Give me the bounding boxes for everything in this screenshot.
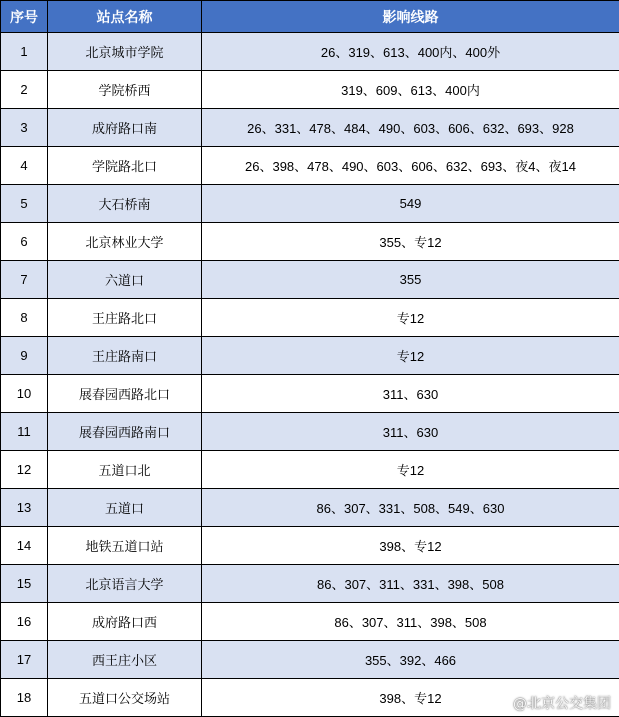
cell-routes: 311、630: [202, 413, 619, 451]
table-body: [1, 33, 619, 717]
cell-routes: 355、392、466: [202, 641, 619, 679]
cell-station: 地铁五道口站: [48, 527, 202, 565]
cell-index: 3: [1, 109, 48, 147]
table-row: [1, 147, 619, 185]
cell-index: 15: [1, 565, 48, 603]
cell-index: 7: [1, 261, 48, 299]
cell-station: 学院路北口: [48, 147, 202, 185]
cell-routes: 319、609、613、400内: [202, 71, 619, 109]
table-row: [1, 299, 619, 337]
cell-station: 六道口: [48, 261, 202, 299]
table-row: [1, 71, 619, 109]
table-row: [1, 603, 619, 641]
table-row: [1, 527, 619, 565]
cell-station: 王庄路北口: [48, 299, 202, 337]
cell-index: 8: [1, 299, 48, 337]
table-row: [1, 489, 619, 527]
cell-routes: 549: [202, 185, 619, 223]
cell-index: 2: [1, 71, 48, 109]
table-row: [1, 109, 619, 147]
cell-routes: 355、专12: [202, 223, 619, 261]
cell-index: 14: [1, 527, 48, 565]
cell-index: 10: [1, 375, 48, 413]
cell-index: 4: [1, 147, 48, 185]
cell-station: 西王庄小区: [48, 641, 202, 679]
table-row: [1, 565, 619, 603]
cell-index: 6: [1, 223, 48, 261]
table-row: [1, 261, 619, 299]
cell-routes: 26、319、613、400内、400外: [202, 33, 619, 71]
cell-index: 18: [1, 679, 48, 717]
cell-index: 16: [1, 603, 48, 641]
header-station: 站点名称: [48, 1, 202, 33]
cell-routes: 26、398、478、490、603、606、632、693、夜4、夜14: [202, 147, 619, 185]
header-routes: 影响线路: [202, 1, 619, 33]
cell-station: 学院桥西: [48, 71, 202, 109]
cell-routes: 专12: [202, 451, 619, 489]
table-row: [1, 413, 619, 451]
header-index: 序号: [1, 1, 48, 33]
table-row: [1, 33, 619, 71]
cell-station: 北京语言大学: [48, 565, 202, 603]
cell-station: 成府路口西: [48, 603, 202, 641]
cell-routes: 398、专12: [202, 527, 619, 565]
weibo-icon: [493, 696, 509, 710]
cell-index: 13: [1, 489, 48, 527]
table-row: [1, 337, 619, 375]
cell-station: 展春园西路南口: [48, 413, 202, 451]
cell-index: 11: [1, 413, 48, 451]
cell-routes: 86、307、311、331、398、508: [202, 565, 619, 603]
cell-index: 5: [1, 185, 48, 223]
cell-station: 北京城市学院: [48, 33, 202, 71]
cell-routes: 398、专12: [202, 679, 619, 717]
cell-station: 五道口公交场站: [48, 679, 202, 717]
cell-routes: 专12: [202, 299, 619, 337]
cell-routes: 86、307、311、398、508: [202, 603, 619, 641]
cell-station: 五道口: [48, 489, 202, 527]
cell-routes: 专12: [202, 337, 619, 375]
cell-index: 12: [1, 451, 48, 489]
cell-station: 北京林业大学: [48, 223, 202, 261]
table-row: [1, 185, 619, 223]
cell-station: 王庄路南口: [48, 337, 202, 375]
cell-index: 17: [1, 641, 48, 679]
cell-station: 成府路口南: [48, 109, 202, 147]
table-header-row: [1, 1, 619, 33]
table-row: [1, 641, 619, 679]
cell-index: 1: [1, 33, 48, 71]
table-row: [1, 223, 619, 261]
cell-routes: 311、630: [202, 375, 619, 413]
cell-index: 9: [1, 337, 48, 375]
cell-routes: 355: [202, 261, 619, 299]
watermark: [493, 693, 611, 713]
table-row: [1, 451, 619, 489]
cell-routes: 26、331、478、484、490、603、606、632、693、928: [202, 109, 619, 147]
watermark-text: @北京公交集团: [513, 696, 611, 712]
cell-routes: 86、307、331、508、549、630: [202, 489, 619, 527]
cell-station: 展春园西路北口: [48, 375, 202, 413]
cell-station: 大石桥南: [48, 185, 202, 223]
cell-station: 五道口北: [48, 451, 202, 489]
table-row: [1, 375, 619, 413]
